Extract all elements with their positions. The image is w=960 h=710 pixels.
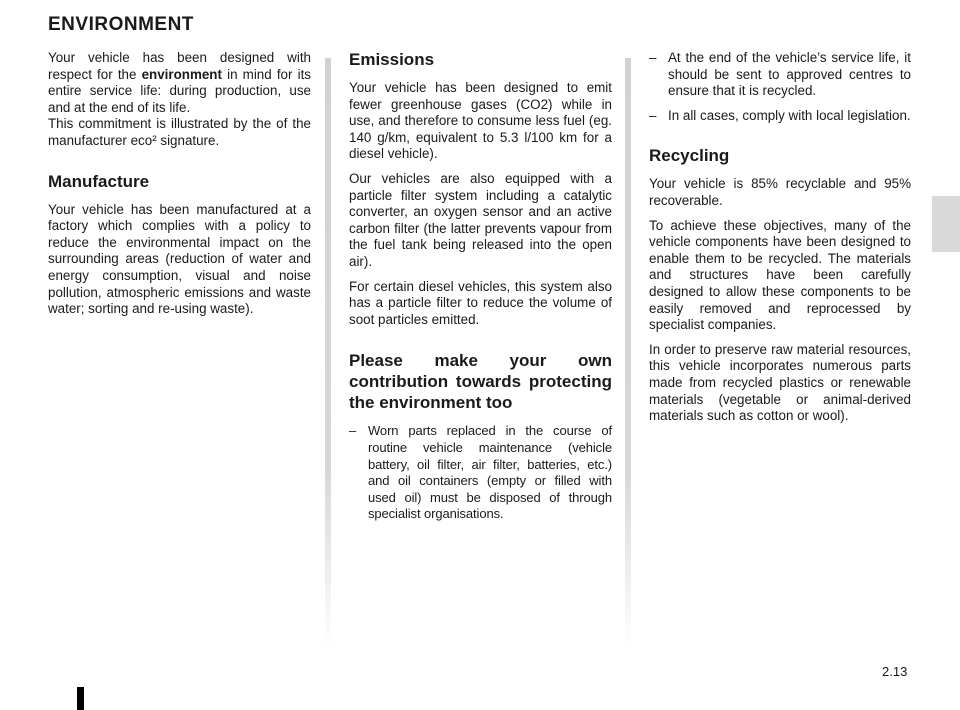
section-tab <box>932 196 960 252</box>
intro-bold-word: environment <box>141 66 222 82</box>
contribution-heading: Please make your own contribution towards protecting the environment too <box>349 351 612 413</box>
emissions-paragraph-2: Our vehicles are also equipped with a particle filter system including a catalytic converter, an oxygen sensor and an active carbon filter (the latter prevents vapour from the fuel tank being released into the open air). <box>349 170 612 269</box>
list-item-text: In all cases, comply with local legislation. <box>668 107 911 123</box>
page-number: 2.13 <box>882 664 908 679</box>
corner-mark <box>77 687 84 710</box>
column-2 <box>349 50 612 531</box>
list-item <box>649 50 911 100</box>
recycling-heading: Recycling <box>649 146 730 166</box>
dash-marker: – <box>349 423 357 439</box>
emissions-paragraph-3: For certain diesel vehicles, this system also has a particle filter to reduce the volume of soot particles emitted. <box>349 278 612 327</box>
list-item <box>649 108 911 125</box>
emissions-heading: Emissions <box>349 50 435 69</box>
recycling-paragraph-3: In order to preserve raw material resources, this vehicle incorporates numerous parts made from recycled plastics or renewable materials (vegetable or animal-derived materials such as cotton or wool). <box>649 341 911 424</box>
dash-marker: – <box>649 50 657 65</box>
column-divider-right <box>625 58 631 650</box>
manufacture-paragraph: Your vehicle has been manufactured at a factory which complies with a policy to reduce the environmental impact on the surrounding areas (reduction of water and energy consumption, visual and noise pollution, atmospheric emissions and waste water; sorting and re-using waste). <box>48 201 311 317</box>
intro-paragraph: Your vehicle has been designed with respect for the environment in mind for its entire service life: during production, use and at the end of its life. This commitment is illustrated by the of the manufacturer eco² signature. <box>48 50 311 148</box>
emissions-paragraph-1: Your vehicle has been designed to emit fewer greenhouse gases (CO2) while in use, and therefore to consume less fuel (eg. 140 g/km, equivalent to 5.3 l/100 km for a diesel vehicle). <box>349 80 612 162</box>
dash-marker: – <box>649 107 657 123</box>
list-item <box>349 423 612 523</box>
list-item-text: Worn parts replaced in the course of routine vehicle maintenance (vehicle battery, oil filter, air filter, batteries, etc.) and oil containers (empty or filled with used oil) must be disposed of through specialist organisations. <box>368 423 612 522</box>
column-1 <box>48 50 311 326</box>
page-title: ENVIRONMENT <box>48 14 194 35</box>
column-3 <box>649 50 911 433</box>
commitment-text: This commitment is illustrated by the of the manufacturer eco² signature. <box>48 116 311 148</box>
list-item-text: At the end of the vehicle’s service life, it should be sent to approved centres to ensure that it is recycled. <box>668 50 911 99</box>
recycling-paragraph-1: Your vehicle is 85% recyclable and 95% recoverable. <box>649 176 911 208</box>
manufacture-heading: Manufacture <box>48 171 150 191</box>
column-divider-left <box>325 58 331 650</box>
recycling-paragraph-2: To achieve these objectives, many of the vehicle components have been designed to enable them to be recycled. The materials and structures have been carefully designed to allow these components to be easily removed and reprocessed by specialist companies. <box>649 217 911 333</box>
